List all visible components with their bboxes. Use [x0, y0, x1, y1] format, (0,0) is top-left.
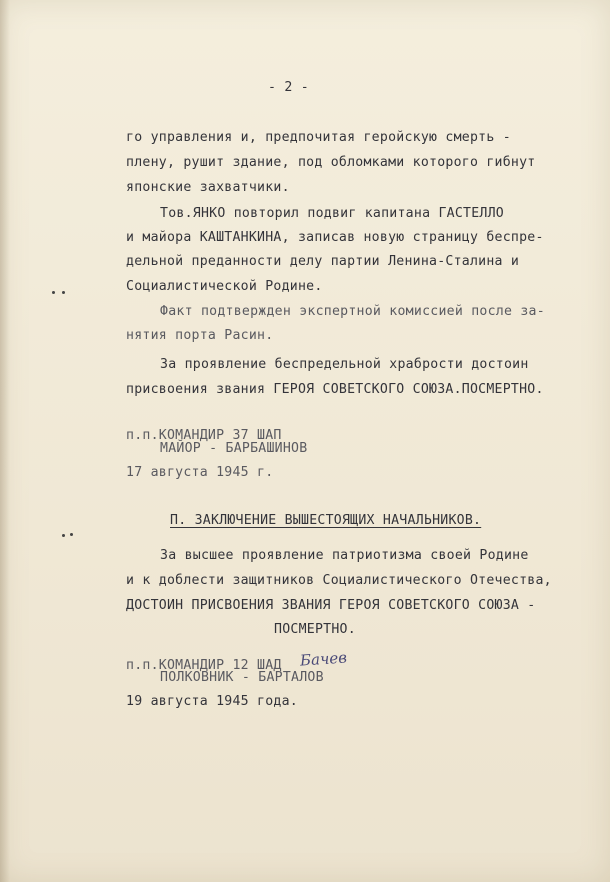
body-line: японские захватчики.: [126, 180, 290, 195]
body-line: и к доблести защитников Социалистического Отечества,: [126, 573, 552, 588]
section-heading: П. ЗАКЛЮЧЕНИЕ ВЫШЕСТОЯЩИХ НАЧАЛЬНИКОВ.: [170, 513, 482, 528]
signature-position: п.п.КОМАНДИР 12 ШАД: [126, 658, 282, 673]
margin-mark: [70, 533, 73, 536]
body-line: Тов.ЯНКО повторил подвиг капитана ГАСТЕЛЛО: [160, 206, 504, 221]
body-line: го управления и, предпочитая геройскую смерть -: [126, 130, 511, 145]
page-number: - 2 -: [268, 80, 309, 95]
signature-name: ПОЛКОВНИК - БАРТАЛОВ: [160, 670, 324, 685]
body-line: нятия порта Расин.: [126, 328, 274, 343]
margin-mark: [62, 291, 65, 294]
margin-mark: [52, 291, 55, 294]
signature-name: МАЙОР - БАРБАШИНОВ: [160, 441, 308, 456]
body-line: плену, рушит здание, под обломками которого гибнут: [126, 155, 536, 170]
page-edge-shadow: [0, 0, 10, 882]
body-line: За проявление беспредельной храбрости достоин: [160, 357, 529, 372]
signature-position: п.п.КОМАНДИР 37 ШАП: [126, 428, 282, 443]
body-line: ДОСТОИН ПРИСВОЕНИЯ ЗВАНИЯ ГЕРОЯ СОВЕТСКОГО СОЮЗА -: [126, 598, 536, 613]
body-line: и майора КАШТАНКИНА, записав новую страницу беспре-: [126, 230, 544, 245]
body-line: дельной преданности делу партии Ленина-Сталина и: [126, 254, 520, 269]
body-line: За высшее проявление патриотизма своей Родине: [160, 548, 529, 563]
handwritten-signature: Бачев: [299, 648, 348, 670]
body-line: Социалистической Родине.: [126, 279, 323, 294]
margin-mark: [62, 534, 65, 537]
body-line: Факт подтвержден экспертной комиссией после за-: [160, 304, 545, 319]
body-line: присвоения звания ГЕРОЯ СОВЕТСКОГО СОЮЗА.ПОСМЕРТНО.: [126, 382, 544, 397]
body-line: ПОСМЕРТНО.: [274, 622, 356, 637]
signature-date: 17 августа 1945 г.: [126, 465, 274, 480]
signature-date: 19 августа 1945 года.: [126, 694, 298, 709]
